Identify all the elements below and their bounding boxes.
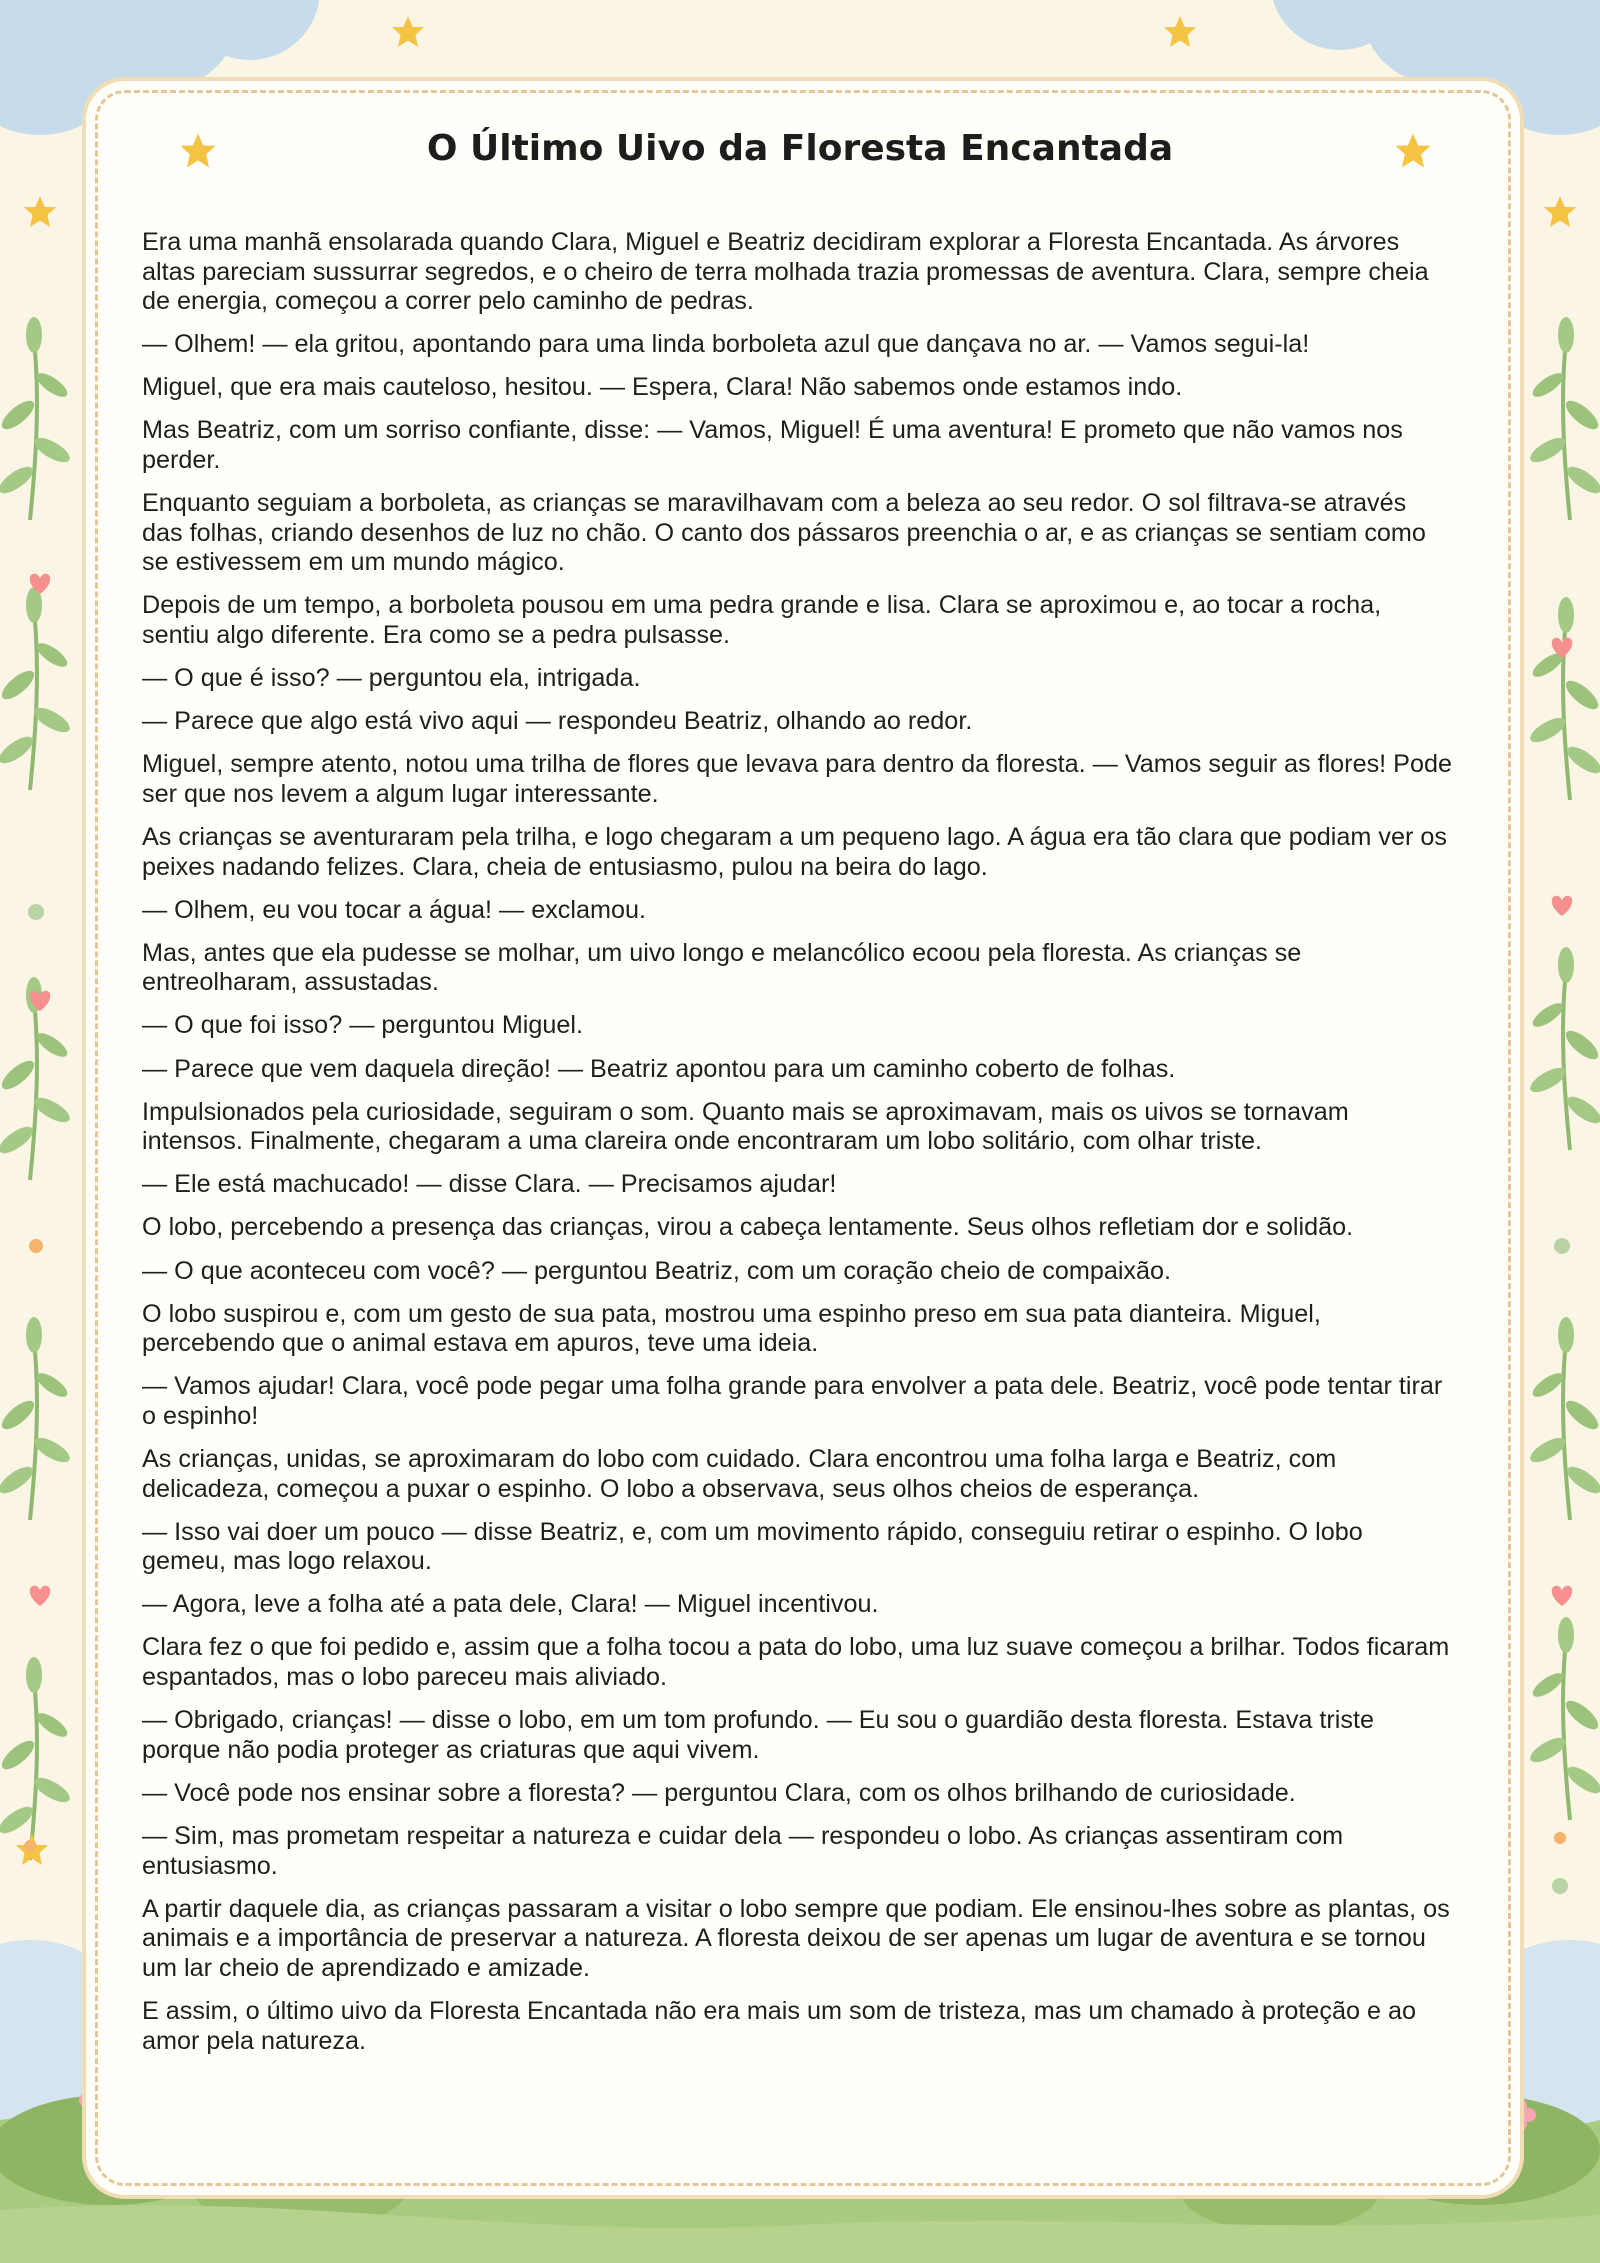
story-body: [142, 228, 1452, 2070]
paragraph: — Vamos ajudar! Clara, você pode pegar uma folha grande para envolver a pata dele. Beatriz, você pode tentar tirar o espinho!: [142, 1372, 1443, 1430]
paragraph: Impulsionados pela curiosidade, seguiram o som. Quanto mais se aproximavam, mais os uivos se tornavam intensos. Finalmente, chegaram a uma clareira onde encontraram um lobo solitário, com olhar triste.: [142, 1097, 1349, 1156]
paragraph: As crianças, unidas, se aproximaram do lobo com cuidado. Clara encontrou uma folha larga e Beatriz, com delicadeza, começou a puxar o espinho. O lobo a observava, seus olhos cheios de esperança.: [142, 1445, 1337, 1503]
paragraph: Miguel, que era mais cauteloso, hesitou. — Espera, Clara! Não sabemos onde estamos indo.: [142, 373, 1183, 402]
paragraph: E assim, o último uivo da Floresta Encantada não era mais um som de tristeza, mas um chamado à proteção e ao amor pela natureza.: [142, 1996, 1416, 2055]
paragraph: — Olhem, eu vou tocar a água! — exclamou.: [142, 895, 646, 924]
paragraph: Depois de um tempo, a borboleta pousou em uma pedra grande e lisa. Clara se aproximou e, ao tocar a rocha, sentiu algo diferente. Era como se a pedra pulsasse.: [142, 591, 1382, 650]
paragraph: Enquanto seguiam a borboleta, as crianças se maravilhavam com a beleza ao seu redor. O sol filtrava-se através das folhas, criando desenhos de luz no chão. O canto dos pássaros preenchia o ar, e as crianças se sentiam como se estivessem em um mundo mágico.: [142, 489, 1426, 577]
paragraph: A partir daquele dia, as crianças passaram a visitar o lobo sempre que podiam. Ele ensinou-lhes sobre as plantas, os animais e a importância de preservar a natureza. A floresta deixou de ser apenas um lugar de aventura e se tornou um lar cheio de aprendizado e amizade.: [142, 1894, 1450, 1982]
paragraph: — Ele está machucado! — disse Clara. — Precisamos ajudar!: [142, 1170, 837, 1199]
paragraph: — Agora, leve a folha até a pata dele, Clara! — Miguel incentivou.: [142, 1590, 879, 1619]
paragraph: As crianças se aventuraram pela trilha, e logo chegaram a um pequeno lago. A água era tão clara que podiam ver os peixes nadando felizes. Clara, cheia de entusiasmo, pulou na beira do lago.: [142, 823, 1447, 881]
paragraph: — Parece que vem daquela direção! — Beatriz apontou para um caminho coberto de folhas.: [142, 1054, 1176, 1083]
paragraph: — Você pode nos ensinar sobre a floresta? — perguntou Clara, com os olhos brilhando de curiosidade.: [142, 1778, 1296, 1807]
story-title: O Último Uivo da Floresta Encantada: [426, 128, 1174, 169]
paragraph: — Obrigado, crianças! — disse o lobo, em um tom profundo. — Eu sou o guardião desta floresta. Estava triste porque não podia proteger as criaturas que aqui vivem.: [142, 1706, 1374, 1764]
paragraph: — O que aconteceu com você? — perguntou Beatriz, com um coração cheio de compaixão.: [142, 1256, 1172, 1285]
paragraph: Miguel, sempre atento, notou uma trilha de flores que levava para dentro da floresta. — Vamos seguir as flores! Pode ser que nos levem a algum lugar interessante.: [142, 750, 1452, 808]
paragraph: Clara fez o que foi pedido e, assim que a folha tocou a pata do lobo, uma luz suave começou a brilhar. Todos ficaram espantados, mas o lobo pareceu mais aliviado.: [142, 1633, 1450, 1692]
paragraph: — Isso vai doer um pouco — disse Beatriz, e, com um movimento rápido, conseguiu retirar o espinho. O lobo gemeu, mas logo relaxou.: [142, 1517, 1363, 1576]
paragraph: O lobo, percebendo a presença das crianças, virou a cabeça lentamente. Seus olhos refletiam dor e solidão.: [142, 1213, 1354, 1242]
paragraph: Mas Beatriz, com um sorriso confiante, disse: — Vamos, Miguel! É uma aventura! E prometo que não vamos nos perder.: [142, 416, 1403, 475]
paragraph: — O que é isso? — perguntou ela, intrigada.: [142, 664, 641, 693]
paragraph: — Sim, mas prometam respeitar a natureza e cuidar dela — respondeu o lobo. As crianças assentiram com entusiasmo.: [142, 1821, 1344, 1880]
paragraph: — Olhem! — ela gritou, apontando para uma linda borboleta azul que dançava no ar. — Vamos segui-la!: [142, 330, 1310, 359]
paragraph: — O que foi isso? — perguntou Miguel.: [142, 1011, 584, 1040]
paragraph: Era uma manhã ensolarada quando Clara, Miguel e Beatriz decidiram explorar a Floresta Encantada. As árvores altas pareciam sussurrar segredos, e o cheiro de terra molhada trazia promessas de aventura. Clara, sempre cheia de energia, começou a correr pelo caminho de pedras.: [142, 228, 1429, 316]
paragraph: O lobo suspirou e, com um gesto de sua pata, mostrou uma espinho preso em sua pata dianteira. Miguel, percebendo que o animal estava em apuros, teve uma ideia.: [142, 1299, 1321, 1358]
paragraph: Mas, antes que ela pudesse se molhar, um uivo longo e melancólico ecoou pela floresta. As crianças se entreolharam, assustadas.: [142, 938, 1302, 997]
paragraph: — Parece que algo está vivo aqui — respondeu Beatriz, olhando ao redor.: [142, 707, 973, 736]
